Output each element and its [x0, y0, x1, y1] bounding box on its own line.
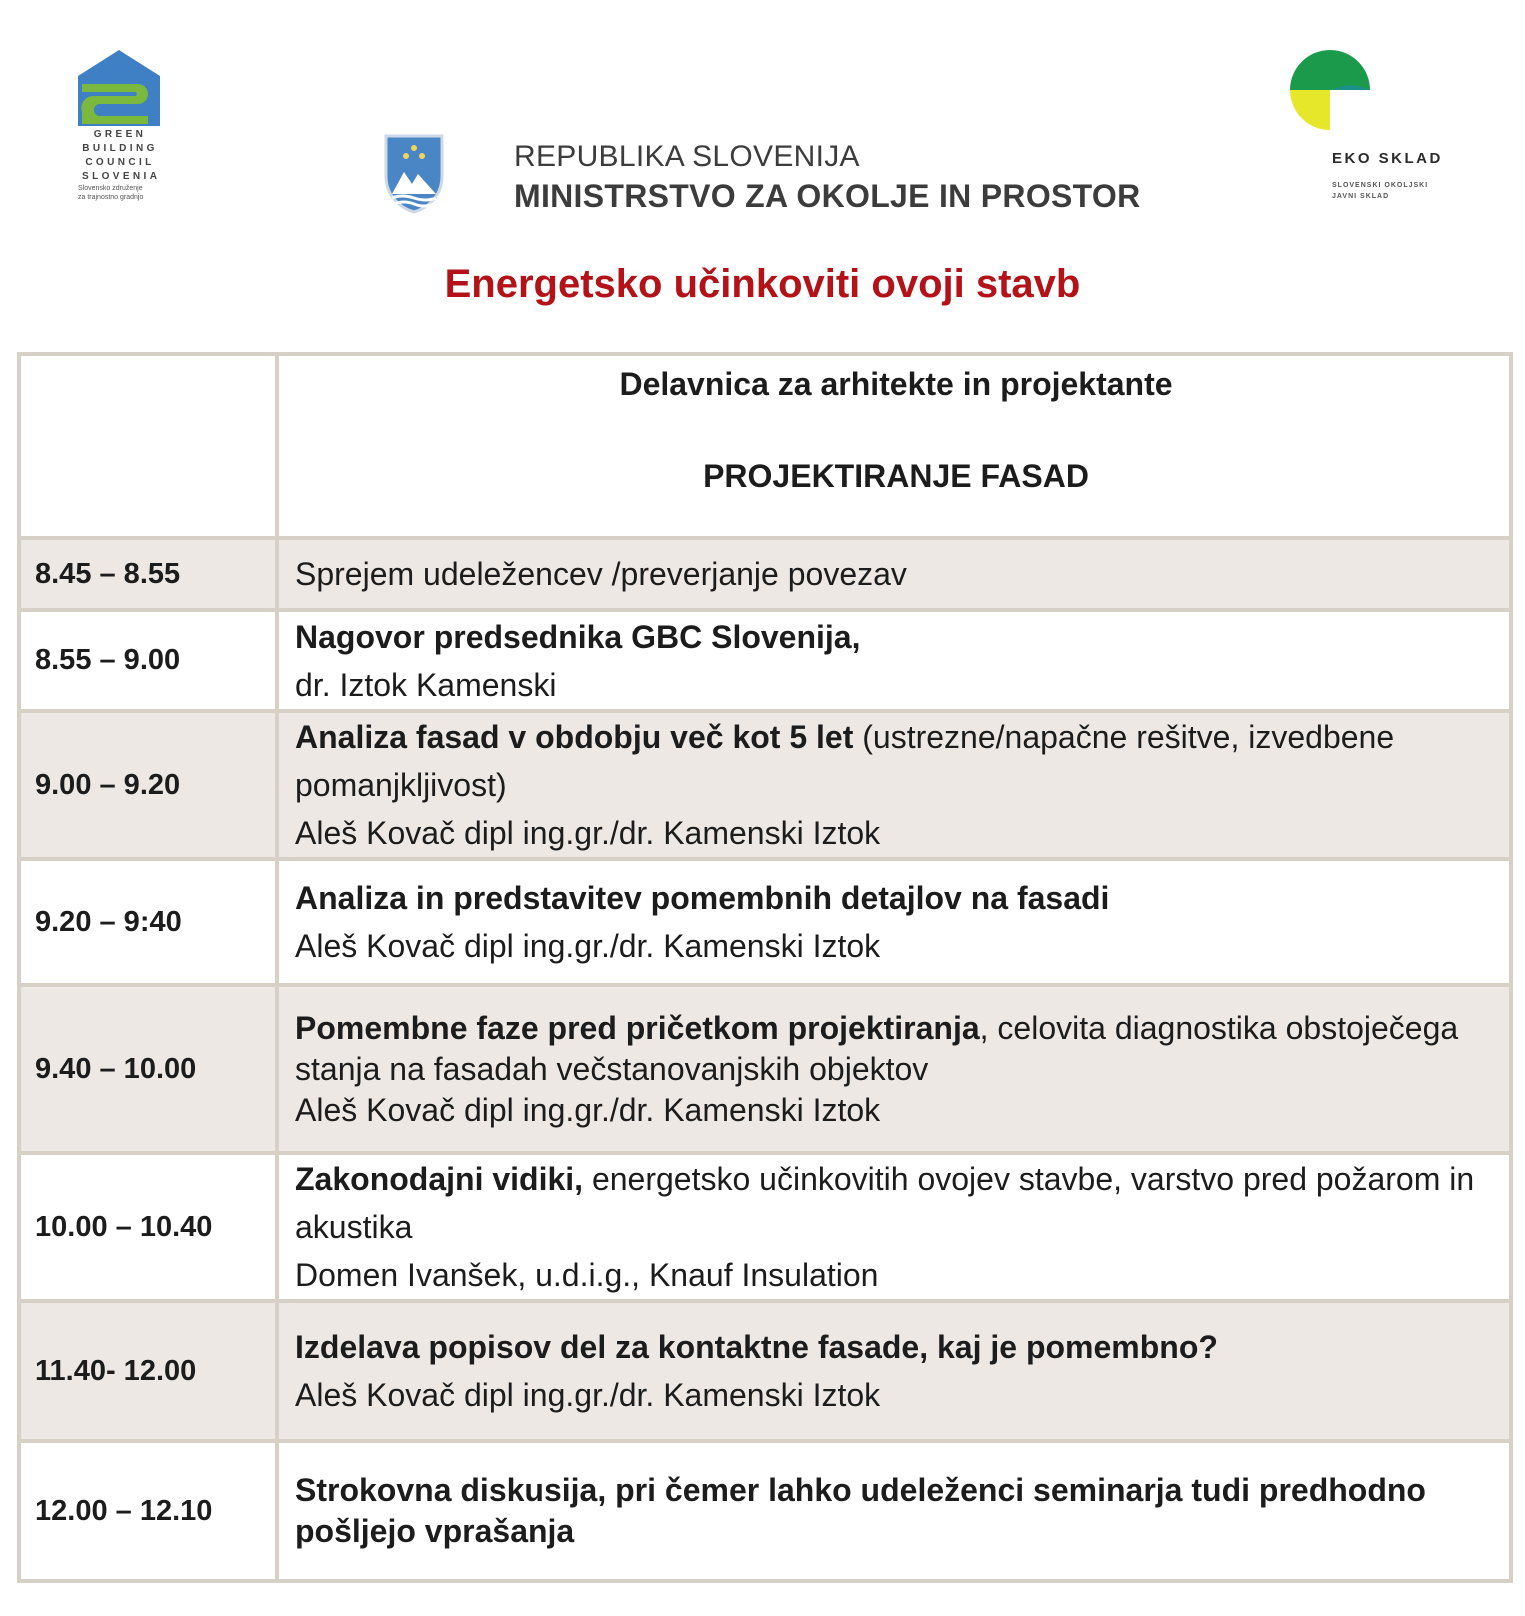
row-speaker: Domen Ivanšek, u.d.i.g., Knauf Insulation [295, 1257, 879, 1293]
gbc-wordmark [82, 128, 161, 184]
row-text: (ustrezne/napačne rešitve, izvedbene pomanjkljivost) [295, 719, 1395, 803]
row-text: , celovita diagnostika obstoječega stanja na fasadah večstanovanjskih objektov [295, 1009, 1459, 1087]
row-description [277, 985, 1511, 1153]
ministry-logo [382, 132, 1141, 222]
row-speaker: Aleš Kovač dipl ing.gr./dr. Kamenski Iztok [295, 1091, 881, 1128]
row-bold-text: Strokovna diskusija, pri čemer lahko udeleženci seminarja tudi predhodno pošljejo vprašanja [295, 1472, 1426, 1549]
row-bold-text: Zakonodajni vidiki, [295, 1161, 584, 1197]
table-row [19, 1441, 1511, 1581]
row-text: Sprejem udeležencev /preverjanje povezav [295, 556, 907, 592]
row-speaker: Aleš Kovač dipl ing.gr./dr. Kamenski Iztok [295, 815, 881, 851]
gbc-line-green: GREEN [93, 129, 147, 140]
row-speaker: dr. Iztok Kamenski [295, 666, 557, 703]
row-bold-text: Nagovor predsednika GBC Slovenija, [295, 618, 861, 655]
gbc-line-slovenia: SLOVENIA [82, 171, 161, 182]
table-row [19, 985, 1511, 1153]
eko-sklad-logo [1290, 50, 1460, 210]
ministry-line-name: MINISTRSTVO ZA OKOLJE IN PROSTOR [514, 178, 1141, 214]
table-row [19, 1301, 1511, 1441]
gbc-subtitle [78, 184, 158, 202]
gbc-subtitle-line1: Slovensko združenje [78, 185, 143, 192]
gbc-house-icon [78, 48, 160, 128]
eko-sklad-mark-icon [1290, 50, 1380, 140]
gbc-line-building: BUILDING [82, 143, 158, 154]
workshop-subtitle: Delavnica za arhitekte in projektante [619, 366, 1173, 402]
workshop-topic: PROJEKTIRANJE FASAD [703, 458, 1089, 494]
ministry-line-republic: REPUBLIKA SLOVENIJA [514, 140, 860, 173]
row-description [277, 1441, 1511, 1581]
row-text: energetsko učinkovitih ovojev stavbe, varstvo pred požarom in akustika [295, 1161, 1475, 1245]
row-bold-text: Pomembne faze pred pričetkom projektiranja [295, 1009, 980, 1046]
table-row [19, 711, 1511, 859]
row-time: 9.20 – 9:40 [19, 859, 277, 985]
schedule-table [17, 352, 1513, 1583]
row-speaker: Aleš Kovač dipl ing.gr./dr. Kamenski Iztok [295, 928, 881, 964]
table-row [19, 859, 1511, 985]
table-row [19, 1153, 1511, 1301]
table-header-row [19, 354, 1511, 538]
gbc-subtitle-line2: za trajnostno gradnjo [78, 194, 144, 201]
row-bold-text: Izdelava popisov del za kontaktne fasade, kaj je pomembno? [295, 1329, 1218, 1365]
row-time: 8.45 – 8.55 [19, 538, 277, 610]
row-speaker: Aleš Kovač dipl ing.gr./dr. Kamenski Iztok [295, 1377, 881, 1413]
row-bold-text: Analiza in predstavitev pomembnih detajlov na fasadi [295, 880, 1110, 916]
eko-sklad-subtitle [1332, 180, 1428, 202]
header-cell [277, 354, 1511, 538]
table-row [19, 610, 1511, 711]
table-row [19, 538, 1511, 610]
row-description [277, 859, 1511, 985]
gbc-line-council: COUNCIL [85, 157, 155, 168]
row-time: 10.00 – 10.40 [19, 1153, 277, 1301]
row-description [277, 711, 1511, 859]
row-bold-text: Analiza fasad v obdobju več kot 5 let [295, 719, 854, 755]
header-empty-cell [19, 354, 277, 538]
row-time: 12.00 – 12.10 [19, 1441, 277, 1581]
row-description [277, 610, 1511, 711]
coat-of-arms-icon [382, 132, 446, 214]
gbc-logo [78, 48, 160, 208]
row-description [277, 538, 1511, 610]
row-description [277, 1153, 1511, 1301]
row-time: 8.55 – 9.00 [19, 610, 277, 711]
row-time: 9.40 – 10.00 [19, 985, 277, 1153]
document-title: Energetsko učinkoviti ovoji stavb [444, 262, 1081, 306]
eko-sklad-sub-line1: SLOVENSKI OKOLJSKI [1332, 182, 1429, 189]
row-description [277, 1301, 1511, 1441]
eko-sklad-sub-line2: JAVNI SKLAD [1332, 193, 1390, 200]
row-time: 9.00 – 9.20 [19, 711, 277, 859]
eko-sklad-name: EKO SKLAD [1332, 150, 1443, 167]
row-time: 11.40- 12.00 [19, 1301, 277, 1441]
